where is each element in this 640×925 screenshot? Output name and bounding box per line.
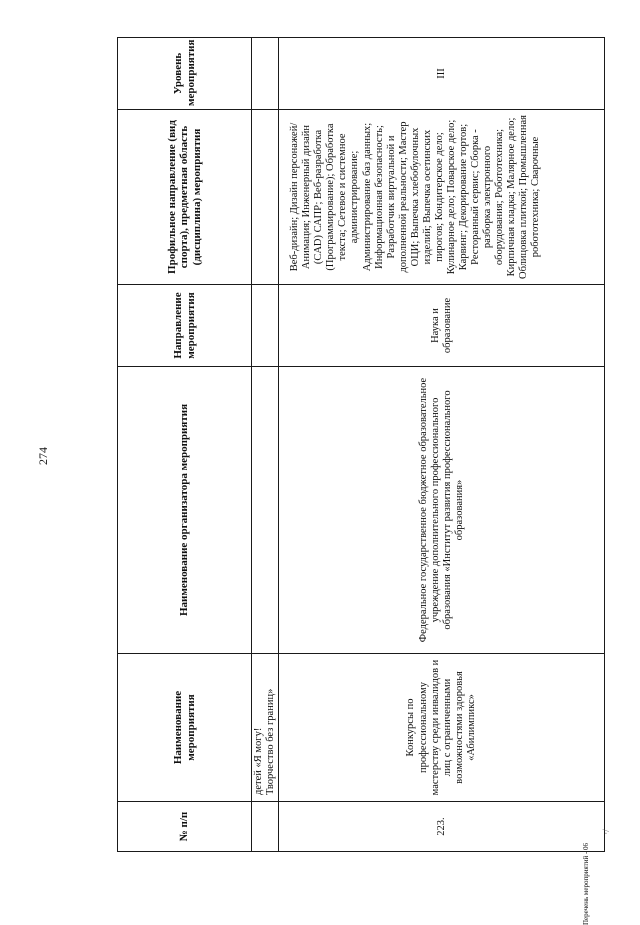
header-num: № п/п (118, 802, 252, 852)
table-frame (117, 38, 599, 852)
scan-mark: ·/ (601, 829, 611, 835)
footer-caption: Перечень мероприятий - 06 (582, 842, 590, 925)
row-num: 223. (279, 802, 605, 852)
cont-profile (252, 110, 279, 285)
header-direction: Направление мероприятия (118, 285, 252, 367)
cont-direction (252, 285, 279, 367)
header-org: Наименование организатора мероприятия (118, 367, 252, 654)
cont-org (252, 367, 279, 654)
header-name: Наименование мероприятия (118, 654, 252, 802)
row-profile: Веб-дизайн; Дизайн персонажей/Анимация; Инженерный дизайн (CAD) САПР; Веб-разработка (Программирование); Обработка текста; Сетевое и системное администрирование; Администрирование баз данных; Информационная безопасность; Разработчик виртуальной и дополненной реальности; Мастер ОЦИ; Выпечка хлебобулочных изделий; Выпечка осетинских пирогов; Кондитерское дело; Кулинарное дело; Поварское дело; Карвинг; Декорирование тортов; Ресторанный сервис; Сборка - разборка электронного оборудования; Робототехника; Кирпичная кладка; Малярное дело; Облицовка плиткой; Промышленная робототехника; Сварочные (279, 110, 605, 285)
row-org: Федеральное государственное бюджетное образовательное учреждение дополнительного профессионального образования «Институт развития профессионального образования» (279, 367, 605, 654)
row-level: III (279, 38, 605, 110)
cont-name (252, 654, 279, 802)
header-level: Уровень мероприятия (118, 38, 252, 110)
row-direction: Наука и образование (279, 285, 605, 367)
events-table (117, 37, 605, 852)
page-number: 274 (36, 447, 50, 465)
cont-num (252, 802, 279, 852)
header-profile: Профильное направление (вид спорта), предметная область (дисциплина) мероприятия (118, 110, 252, 285)
continuation-row (252, 38, 279, 852)
cont-name-line2: Творчество без границ» (265, 688, 277, 795)
table-row (279, 38, 605, 852)
table-header-row (118, 38, 252, 852)
cont-level (252, 38, 279, 110)
cont-name-line1: детей «Я могу! (253, 727, 264, 795)
row-name: Конкурсы по профессиональному мастерству среди инвалидов и лиц с ограниченными возможностями здоровья «Абилимпикс» (279, 654, 605, 802)
